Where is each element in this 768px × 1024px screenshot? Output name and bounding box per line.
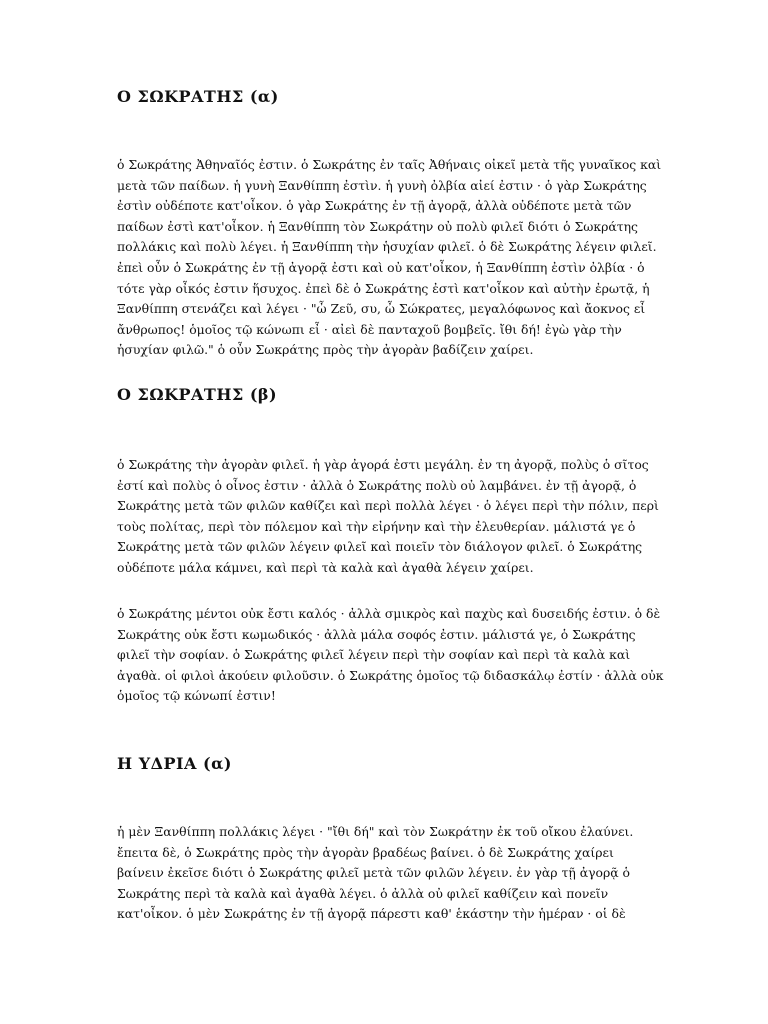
- text-line: βαίνειν ἐκεῖσε διότι ὁ Σωκράτης φιλεῖ μετὰ τῶν φιλῶν λέγειν. ἐν γὰρ τῇ ἀγορᾷ ὁ: [117, 865, 631, 881]
- text-line: ὁ Σωκράτης μέντοι οὐκ ἔστι καλός · ἀλλὰ σμικρὸς καὶ παχὺς καὶ δυσειδής ἐστιν. ὁ δὲ: [117, 606, 661, 621]
- text-line: οὐδέποτε μάλα κάμνει, καὶ περὶ τὰ καλὰ καὶ ἀγαθὰ λέγειν χαίρει.: [117, 559, 534, 575]
- text-line: φιλεῖ τὴν σοφίαν. ὁ Σωκράτης φιλεῖ λέγειν περὶ τὴν σοφίαν καὶ περὶ τὰ καλὰ καὶ: [117, 647, 631, 663]
- text-line: πολλάκις καὶ πολὺ λέγει. ἡ Ξανθίππη τὴν ἡσυχίαν φιλεῖ. ὁ δὲ Σωκράτης λέγειν φιλεῖ.: [117, 239, 657, 255]
- text-line: ἐστὶν οὐδέποτε κατ'οἶκον. ὁ γὰρ Σωκράτης ἐν τῇ ἀγορᾷ, ἀλλὰ οὐδέποτε μετὰ τῶν: [117, 198, 632, 214]
- text-line: ὁμοῖος τῷ κώνωπί ἐστιν!: [117, 688, 276, 704]
- text-line: ἐστί καὶ πολὺς ὁ οἶνος ἐστιν · ἀλλὰ ὁ Σωκράτης πολὺ οὐ λαμβάνει. ἐν τῇ ἀγορᾷ, ὁ: [117, 477, 637, 493]
- text-line: μετὰ τῶν παίδων. ἡ γυνὴ Ξανθίππη ἐστὶν. ἡ γυνὴ ὀλβία αἰεί ἐστιν · ὁ γὰρ Σωκράτης: [117, 177, 647, 193]
- paragraph-hydria-a: [117, 822, 657, 925]
- text-line: ἡσυχίαν φιλῶ." ὁ οὖν Σωκράτης πρὸς τὴν ἀγορὰν βαδίζειν χαίρει.: [117, 342, 534, 358]
- text-line: κατ'οἶκον. ὁ μὲν Σωκράτης ἐν τῇ ἀγορᾷ πάρεστι καθ' ἑκάστην τὴν ἡμέραν · οἱ δὲ: [117, 906, 626, 922]
- text-line: ἐπεὶ οὖν ὁ Σωκράτης ἐν τῇ ἀγορᾷ ἐστι καὶ οὐ κατ'οἶκον, ἡ Ξανθίππη ἐστὶν ὀλβία · ὁ: [117, 259, 645, 275]
- text-line: ἡ μὲν Ξανθίππη πολλάκις λέγει · "ἴθι δή" καὶ τὸν Σωκράτην ἐκ τοῦ οἴκου ἐλαύνει.: [117, 824, 634, 839]
- text-line: Σωκράτης περὶ τὰ καλὰ καὶ ἀγαθὰ λέγει. ὁ ἀλλὰ οὐ φιλεῖ καθίζειν καὶ πονεῖν: [117, 885, 609, 901]
- text-line: ὁ Σωκράτης Ἀθηναῖός ἐστιν. ὁ Σωκράτης ἐν ταῖς Ἀθήναις οἰκεῖ μετὰ τῆς γυναῖκος καὶ: [117, 157, 662, 172]
- section-heading-socrates-a: Ο ΣΩΚΡΑΤΗΣ (α): [117, 87, 279, 106]
- paragraph-socrates-b-2: [117, 604, 664, 707]
- text-line: ἀγαθὰ. οἱ φιλοὶ ἀκούειν φιλοῦσιν. ὁ Σωκράτης ὁμοῖος τῷ διδασκάλῳ ἐστίν · ἀλλὰ οὐκ: [117, 667, 664, 683]
- text-line: Σωκράτης οὐκ ἔστι κωμωδικός · ἀλλὰ μάλα σοφός ἐστιν. μάλιστά γε, ὁ Σωκράτης: [117, 626, 636, 642]
- text-line: ὁ Σωκράτης τὴν ἀγορὰν φιλεῖ. ἡ γὰρ ἀγορά ἐστι μεγάλη. ἐν τη ἀγορᾷ, πολὺς ὁ σῖτος: [117, 457, 649, 472]
- paragraph-socrates-b-1: [117, 455, 657, 579]
- section-heading-hydria-a: Η ΥΔΡΙΑ (α): [117, 754, 232, 773]
- text-line: Ξανθίππη στενάζει καὶ λέγει · "ὦ Ζεῦ, συ, ὦ Σώκρατες, μεγαλόφωνος καὶ ἄοκνος εἶ: [117, 301, 646, 317]
- text-line: ἔπειτα δὲ, ὁ Σωκράτης πρὸς τὴν ἀγορὰν βραδέως βαίνει. ὁ δὲ Σωκράτης χαίρει: [117, 844, 614, 860]
- text-line: Σωκράτης μετὰ τῶν φιλῶν καθίζει καὶ περὶ πολλὰ λέγει · ὁ λέγει περὶ τὴν πόλιν, περὶ: [117, 498, 659, 514]
- text-line: παίδων ἐστὶ κατ'οἶκον. ἡ Ξανθίππη τὸν Σωκράτην οὐ πολὺ φιλεῖ διότι ὁ Σωκράτης: [117, 218, 638, 234]
- text-line: τοὺς πολίτας, περὶ τὸν πόλεμον καὶ τὴν εἰρήνην καὶ τὴν ἐλευθερίαν. μάλιστά γε ὁ: [117, 518, 636, 534]
- section-heading-socrates-b: Ο ΣΩΚΡΑΤΗΣ (β): [117, 385, 278, 404]
- text-line: Σωκράτης μετὰ τῶν φιλῶν λέγειν φιλεῖ καὶ ποιεῖν τὸν διάλογον φιλεῖ. ὁ Σωκράτης: [117, 539, 643, 555]
- text-line: τότε γὰρ οἶκός ἐστιν ἥσυχος. ἐπεὶ δὲ ὁ Σωκράτης ἐστὶ κατ'οἶκον καὶ αὐτὴν ἐρωτᾷ, ἡ: [117, 280, 650, 296]
- paragraph-socrates-a: [117, 155, 662, 361]
- text-line: ἄνθρωπος! ὁμοῖος τῷ κώνωπι εἶ · αἰεὶ δὲ πανταχοῦ βομβεῖς. ἴθι δή! ἐγὼ γὰρ τὴν: [117, 321, 622, 337]
